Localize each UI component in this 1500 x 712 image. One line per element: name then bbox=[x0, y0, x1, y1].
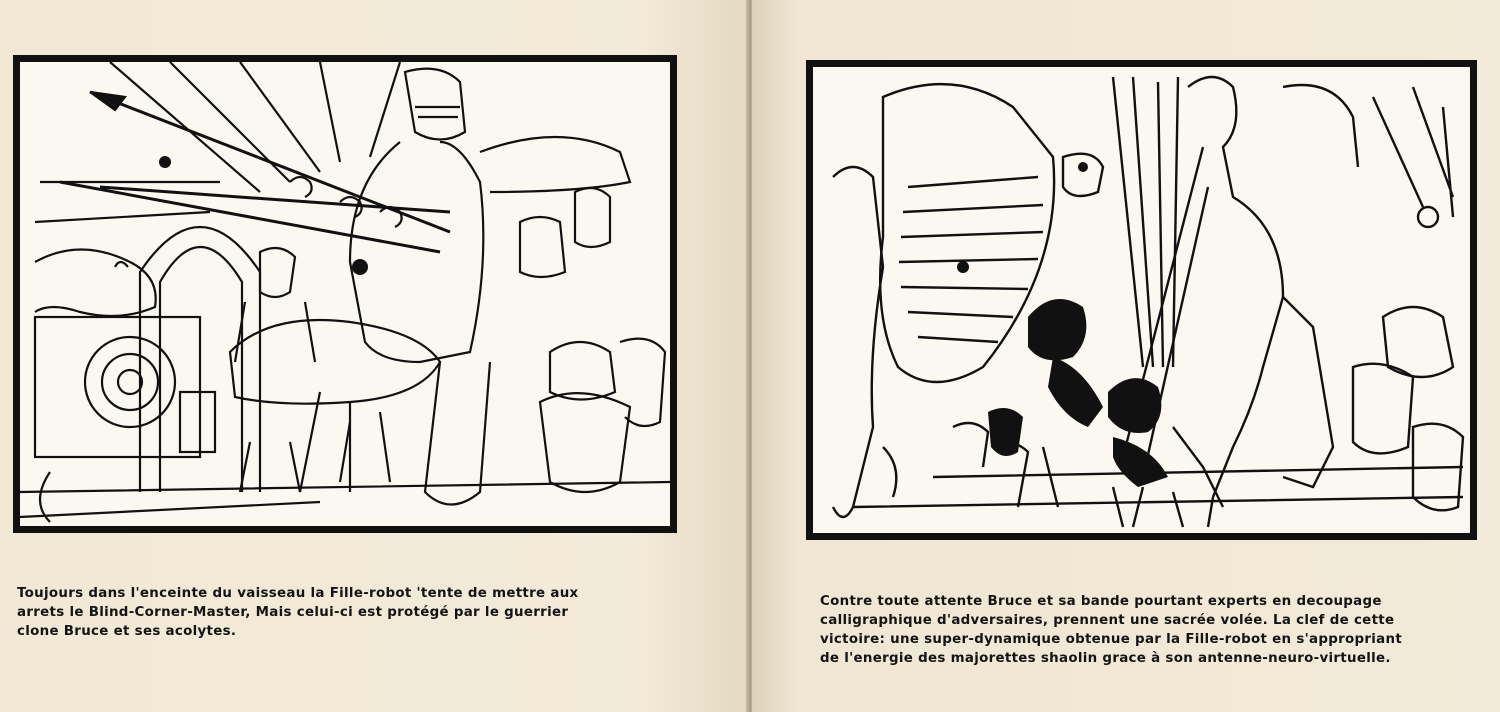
left-panel-illustration bbox=[20, 62, 670, 526]
right-comic-panel bbox=[806, 60, 1477, 540]
right-caption-line: calligraphique d'adversaires, prennent une sacrée volée. La clef de cette bbox=[820, 613, 1395, 628]
right-panel-illustration bbox=[813, 67, 1470, 533]
left-comic-panel bbox=[13, 55, 677, 533]
right-caption-line: Contre toute attente Bruce et sa bande pourtant experts en decoupage bbox=[820, 594, 1382, 609]
left-caption-line: arrets le Blind-Corner-Master, Mais celui-ci est protégé par le guerrier bbox=[17, 605, 569, 620]
left-caption-line: Toujours dans l'enceinte du vaisseau la Fille-robot 'tente de mettre aux bbox=[17, 586, 579, 601]
left-caption-line: clone Bruce et ses acolytes. bbox=[17, 624, 237, 639]
right-page bbox=[752, 0, 1500, 712]
right-caption bbox=[820, 592, 1402, 668]
right-caption-line: victoire: une super-dynamique obtenue par la Fille-robot en s'appropriant bbox=[820, 632, 1403, 647]
left-caption bbox=[17, 584, 579, 641]
left-page bbox=[0, 0, 748, 712]
right-caption-line: de l'energie des majorettes shaolin grace à son antenne-neuro-virtuelle. bbox=[820, 651, 1391, 666]
